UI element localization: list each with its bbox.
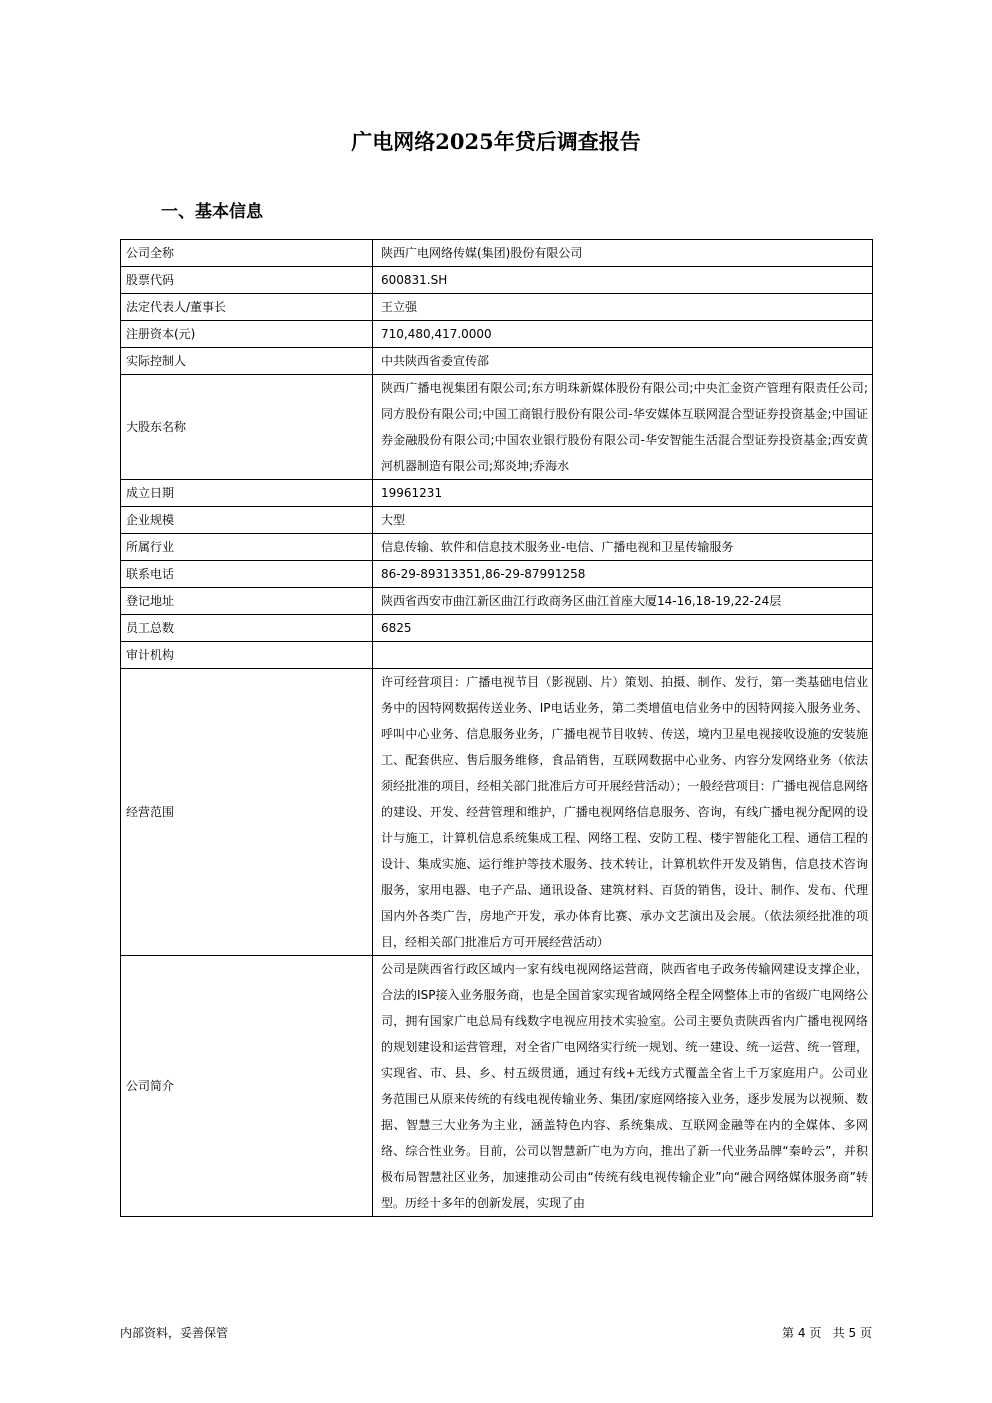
row-value [373, 642, 873, 669]
table-row-company-size [121, 507, 873, 534]
row-value: 600831.SH [373, 267, 873, 294]
row-label: 企业规模 [121, 507, 373, 534]
row-label: 股票代码 [121, 267, 373, 294]
row-value: 86-29-89313351,86-29-87991258 [373, 561, 873, 588]
row-label: 注册资本(元) [121, 321, 373, 348]
table-row-major-shareholders [121, 375, 873, 480]
row-label: 大股东名称 [121, 375, 373, 480]
row-value: 王立强 [373, 294, 873, 321]
row-value: 710,480,417.0000 [373, 321, 873, 348]
table-row-employee-count [121, 615, 873, 642]
table-row-stock-code [121, 267, 873, 294]
section-heading-basic-info: 一、基本信息 [161, 202, 263, 222]
row-value: 许可经营项目：广播电视节目（影视剧、片）策划、拍摄、制作、发行，第一类基础电信业务中的因特网数据传送业务、IP电话业务，第二类增值电信业务中的因特网接入服务业务、呼叫中心业务、信息服务业务，广播电视节目收转、传送，境内卫星电视接收设施的安装施工、配套供应、售后服务维修，食品销售，互联网数据中心业务、内容分发网络业务（依法须经批准的项目，经相关部门批准后方可开展经营活动）；一般经营项目：广播电视信息网络的建设、开发、经营管理和维护，广播电视网络信息服务、咨询，有线广播电视分配网的设计与施工，计算机信息系统集成工程、网络工程、安防工程、楼宇智能化工程、通信工程的设计、集成实施、运行维护等技术服务、技术转让，计算机软件开发及销售，信息技术咨询服务，家用电器、电子产品、通讯设备、建筑材料、百货的销售，设计、制作、发布、代理国内外各类广告，房地产开发，承办体育比赛、承办文艺演出及会展。（依法须经批准的项目，经相关部门批准后方可开展经营活动） [373, 669, 873, 956]
table-row-audit-firm [121, 642, 873, 669]
row-label: 所属行业 [121, 534, 373, 561]
row-value: 19961231 [373, 480, 873, 507]
row-label: 员工总数 [121, 615, 373, 642]
table-row-legal-representative [121, 294, 873, 321]
footer-page-number: 第 4 页 共 5 页 [782, 1326, 872, 1340]
document-title: 广电网络2025年贷后调查报告 [351, 129, 641, 154]
table-row-company-name [121, 240, 873, 267]
row-label: 公司简介 [121, 956, 373, 1217]
row-value: 信息传输、软件和信息技术服务业-电信、广播电视和卫星传输服务 [373, 534, 873, 561]
table-row-business-scope [121, 669, 873, 956]
table-row-actual-controller [121, 348, 873, 375]
footer-confidential-note: 内部资料，妥善保管 [120, 1326, 229, 1340]
row-value: 陕西省西安市曲江新区曲江行政商务区曲江首座大厦14-16,18-19,22-24层 [373, 588, 873, 615]
row-value: 大型 [373, 507, 873, 534]
row-label: 实际控制人 [121, 348, 373, 375]
row-value: 6825 [373, 615, 873, 642]
row-value: 陕西广电网络传媒(集团)股份有限公司 [373, 240, 873, 267]
table-row-registered-address [121, 588, 873, 615]
row-label: 登记地址 [121, 588, 373, 615]
basic-info-table [120, 239, 873, 1217]
row-value: 公司是陕西省行政区域内一家有线电视网络运营商，陕西省电子政务传输网建设支撑企业，合法的ISP接入业务服务商，也是全国首家实现省域网络全程全网整体上市的省级广电网络公司，拥有国家广电总局有线数字电视应用技术实验室。公司主要负责陕西省内广播电视网络的规划建设和运营管理，对全省广电网络实行统一规划、统一建设、统一运营、统一管理，实现省、市、县、乡、村五级贯通，通过有线+无线方式覆盖全省上千万家庭用户。公司业务范围已从原来传统的有线电视传输业务、集团/家庭网络接入业务，逐步发展为以视频、数据、智慧三大业务为主业，涵盖特色内容、系统集成、互联网金融等在内的全媒体、多网络、综合性业务。目前，公司以智慧新广电为方向，推出了新一代业务品牌“秦岭云”，并积极布局智慧社区业务，加速推动公司由“传统有线电视传输企业”向“融合网络媒体服务商”转型。历经十多年的创新发展，实现了由 [373, 956, 873, 1217]
table-row-industry [121, 534, 873, 561]
row-label: 经营范围 [121, 669, 373, 956]
table-row-founded-date [121, 480, 873, 507]
row-value: 陕西广播电视集团有限公司;东方明珠新媒体股份有限公司;中央汇金资产管理有限责任公司;同方股份有限公司;中国工商银行股份有限公司-华安媒体互联网混合型证券投资基金;中国证券金融股份有限公司;中国农业银行股份有限公司-华安智能生活混合型证券投资基金;西安黄河机器制造有限公司;郑炎坤;乔海水 [373, 375, 873, 480]
table-row-registered-capital [121, 321, 873, 348]
row-label: 法定代表人/董事长 [121, 294, 373, 321]
table-row-company-profile [121, 956, 873, 1217]
table-row-phone [121, 561, 873, 588]
row-label: 审计机构 [121, 642, 373, 669]
row-label: 公司全称 [121, 240, 373, 267]
row-value: 中共陕西省委宣传部 [373, 348, 873, 375]
row-label: 成立日期 [121, 480, 373, 507]
row-label: 联系电话 [121, 561, 373, 588]
